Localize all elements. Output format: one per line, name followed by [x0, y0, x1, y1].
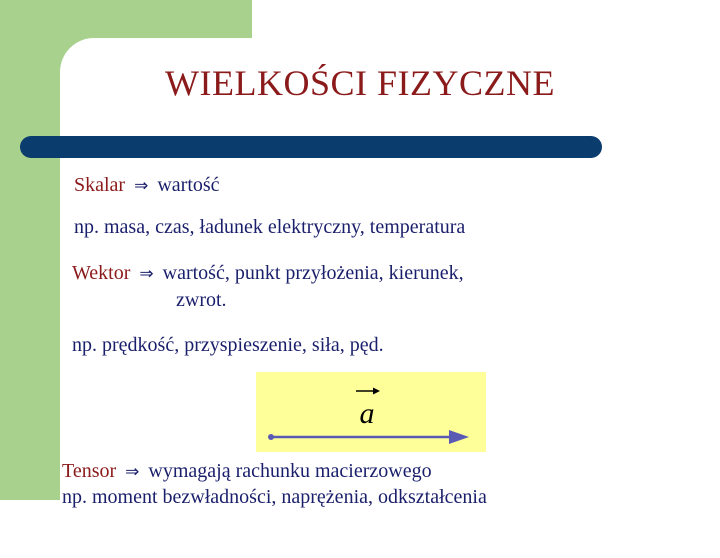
skalar-term: Skalar: [74, 174, 126, 196]
tensor-definition: [62, 460, 432, 483]
tensor-example: np. moment bezwładności, naprężenia, odkształcenia: [62, 486, 487, 508]
vector-overline-head: [373, 388, 380, 395]
skalar-text: wartość: [157, 174, 220, 196]
vector-diagram: [256, 372, 486, 452]
double-right-arrow-icon: ⇒: [125, 462, 140, 482]
tensor-term: Tensor: [62, 460, 117, 482]
vector-label: a: [359, 397, 375, 430]
skalar-example: np. masa, czas, ładunek elektryczny, temperatura: [74, 216, 466, 238]
wektor-example: np. prędkość, przyspieszenie, siła, pęd.: [72, 334, 384, 356]
skalar-definition: [74, 174, 220, 197]
double-right-arrow-icon: ⇒: [134, 176, 149, 196]
tensor-text: wymagają rachunku macierzowego: [148, 460, 432, 482]
wektor-definition: [72, 262, 464, 285]
vector-illustration: [256, 372, 486, 452]
wektor-text: wartość, punkt przyłożenia, kierunek,: [162, 262, 464, 284]
double-right-arrow-icon: ⇒: [139, 264, 154, 284]
vector-arrow-head: [449, 430, 469, 444]
title-underline-bar: [20, 136, 602, 158]
slide-title: WIELKOŚCI FIZYCZNE: [165, 63, 555, 103]
wektor-term: Wektor: [72, 262, 131, 284]
wektor-text-continued: zwrot.: [176, 289, 227, 311]
